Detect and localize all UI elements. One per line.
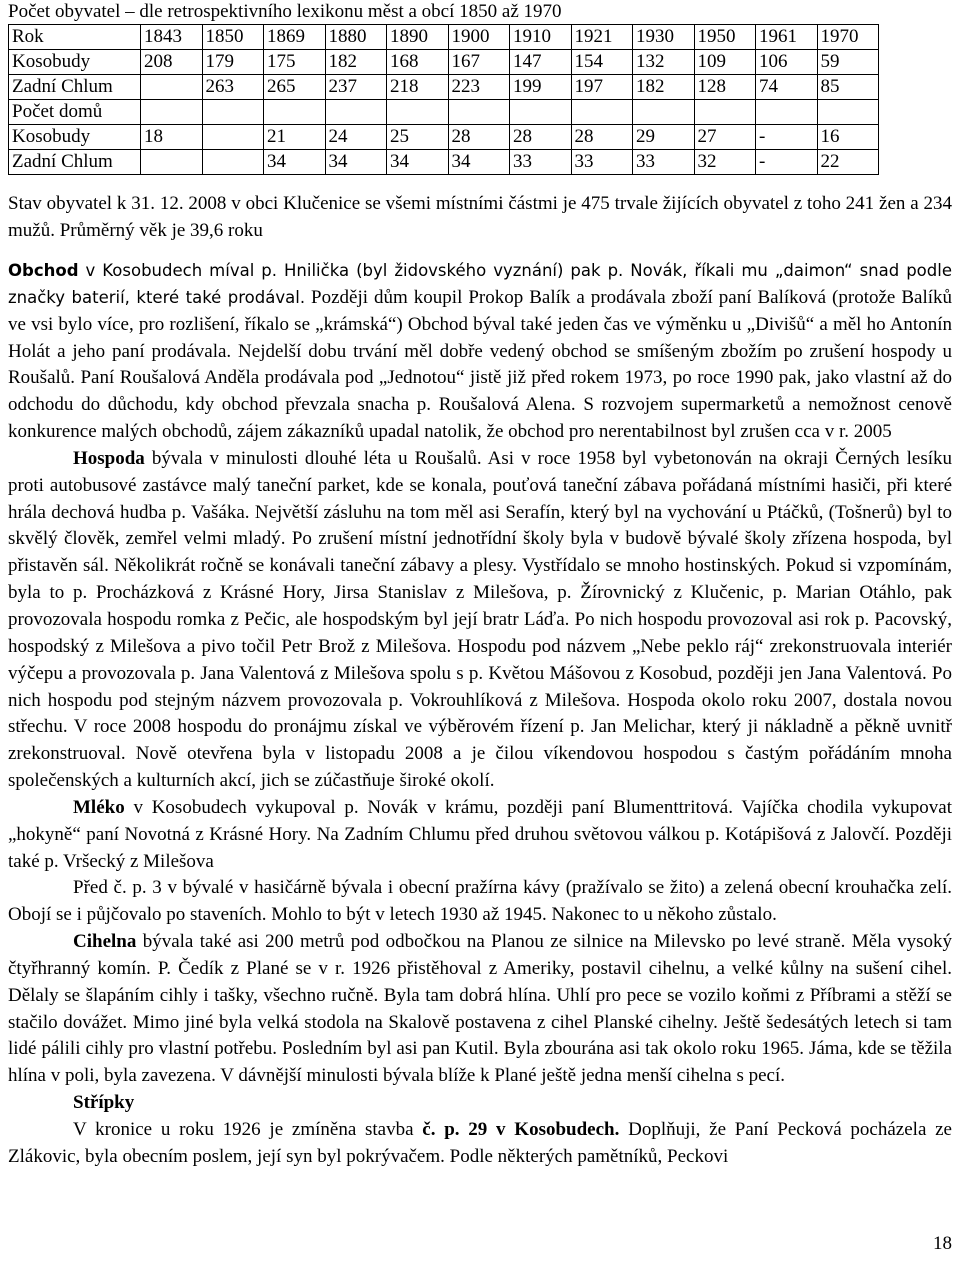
table-cell: 1970 <box>817 25 879 50</box>
table-cell: 197 <box>571 75 633 100</box>
table-cell: 208 <box>141 50 203 75</box>
table-cell <box>141 100 203 125</box>
table-cell: 179 <box>202 50 264 75</box>
table-cell: 1961 <box>756 25 818 50</box>
table-cell: 1890 <box>387 25 449 50</box>
row-label-cell: Zadní Chlum <box>9 150 141 175</box>
table-cell <box>202 125 264 150</box>
table-cell: 265 <box>264 75 326 100</box>
table-cell: 22 <box>817 150 879 175</box>
table-cell: 1869 <box>264 25 326 50</box>
table-row <box>9 50 879 75</box>
table-row <box>9 100 879 125</box>
shop-paragraph <box>8 258 952 446</box>
table-cell: 218 <box>387 75 449 100</box>
table-cell: 223 <box>448 75 510 100</box>
fragments-text-b: Doplňuji, že Paní Pecková pocházela ze Zlákovic, byla obecním poslem, její syn byl pokrývačem. Podle některých pamětníků, Peckovi <box>8 1119 952 1167</box>
table-cell: 1910 <box>510 25 572 50</box>
milk-heading: Mléko <box>73 796 125 818</box>
table-cell: 132 <box>633 50 695 75</box>
table-header-row <box>9 25 879 50</box>
table-cell: 34 <box>325 150 387 175</box>
table-cell: 109 <box>694 50 756 75</box>
table-cell <box>817 100 879 125</box>
table-cell: 175 <box>264 50 326 75</box>
row-label-cell: Kosobudy <box>9 50 141 75</box>
table-cell <box>448 100 510 125</box>
table-cell <box>202 150 264 175</box>
milk-text: v Kosobudech vykupoval p. Novák v krámu, později paní Blumenttritová. Vajíčka chodila vykupovat „hokyně“ paní Novotná z Krásné Hory. Na Zadním Chlumu před druhou světovou válkou p. Kotápišová z Jalovčí. Později také p. Vršecký z Milešova <box>8 796 952 872</box>
table-cell: 1900 <box>448 25 510 50</box>
brickworks-paragraph <box>8 929 952 1090</box>
population-table <box>8 24 879 175</box>
table-cell: 182 <box>633 75 695 100</box>
fire-station-paragraph: Před č. p. 3 v bývalé v hasičárně bývala i obecní pražírna kávy (pražívalo se žito) a zelená obecní krouhačka zelí. Obojí se i půjčovalo po staveních. Mohlo to být v letech 1930 až 1945. Nakonec to u někoho zůstalo. <box>8 877 952 926</box>
table-cell: 59 <box>817 50 879 75</box>
table-cell: - <box>756 150 818 175</box>
table-cell: 28 <box>571 125 633 150</box>
pub-paragraph <box>8 446 952 795</box>
table-cell: 29 <box>633 125 695 150</box>
table-row <box>9 150 879 175</box>
shop-text-1: v Kosobudech míval p. Hnilička (byl židovského vyznání) pak p. Novák, říkali mu „daimon“ snad podle značky baterií, které také prodával. <box>8 261 952 307</box>
fragments-text-bold: č. p. 29 v Kosobudech. <box>422 1119 620 1140</box>
table-cell: 167 <box>448 50 510 75</box>
table-cell: 168 <box>387 50 449 75</box>
brickworks-text: bývala také asi 200 metrů pod odbočkou na Planou ze silnice na Milevsko po levé straně. Měla vysoký čtyřhranný komín. P. Čedík z Plané se v r. 1926 přistěhoval z Ameriky, postavil cihelnu, a velké kůlny na sušení cihel. Dělaly se šlapáním cihly i tašky, všechno ručně. Byla tam dobrá hlína. Uhlí pro pece se vozilo koňmi z Příbrami a stěží se stačilo dovážet. Mimo jiné byla velká stodola na Skalově postavena z cihel Planské cihelny. Ještě šedesátých letech si tam lidé pálili cihly pro vlastní potřebu. Posledním byl asi pan Kutil. Byla zbourána asi tak okolo roku 1965. Jáma, kde se těžila hlína v poli, byla zavezena. V dávnější minulosti bývala blíže k Plané ještě jedna menší cihelna s pecí. <box>8 931 952 1087</box>
table-cell: 28 <box>510 125 572 150</box>
table-cell: 147 <box>510 50 572 75</box>
shop-text-2: Později dům koupil Prokop Balík a prodávala zboží paní Balíková (protože Balíků ve vsi bylo více, pro rozlišení, říkalo se „krámská“) Obchod býval také jeden čas ve výměnku u „Divišů“ a měl ho Antonín Holát a jeho paní prodávala. Nejdelší dobu trvání měl dobře vedený obchod se smíšeným zbožím po zrušení hospody u Roušalů. Paní Roušalová Anděla prodávala pod „Jednotou“ jistě již před rokem 1973, po roce 1990 pak, jako vlastní až do odchodu do důchodu, kdy obchod převzala snacha p. Roušalová Alena. S rozvojem supermarketů a nemožnost cenově konkurence malých obchodů, zájem zákazníků upadal natolik, že obchod pro nerentabilnost byl zrušen cca v r. 2005 <box>8 286 952 443</box>
table-cell: 28 <box>448 125 510 150</box>
table-cell <box>141 75 203 100</box>
table-cell <box>264 100 326 125</box>
table-row <box>9 125 879 150</box>
table-body <box>9 25 879 175</box>
table-cell: 128 <box>694 75 756 100</box>
table-cell: 34 <box>448 150 510 175</box>
table-cell: 27 <box>694 125 756 150</box>
table-cell: 33 <box>633 150 695 175</box>
table-cell: 182 <box>325 50 387 75</box>
table-cell: 34 <box>387 150 449 175</box>
fragments-text-a: V kronice u roku 1926 je zmíněna stavba <box>73 1119 423 1140</box>
table-cell <box>633 100 695 125</box>
table-cell: 106 <box>756 50 818 75</box>
table-cell: 1930 <box>633 25 695 50</box>
table-cell: 18 <box>141 125 203 150</box>
page-number: 18 <box>933 1233 952 1254</box>
table-cell: 33 <box>510 150 572 175</box>
table-cell: 24 <box>325 125 387 150</box>
table-cell: 21 <box>264 125 326 150</box>
table-cell: 263 <box>202 75 264 100</box>
table-cell: 33 <box>571 150 633 175</box>
row-label-cell: Zadní Chlum <box>9 75 141 100</box>
table-cell: 74 <box>756 75 818 100</box>
table-title: Počet obyvatel – dle retrospektivního lexikonu měst a obcí 1850 až 1970 <box>8 1 562 22</box>
table-cell <box>141 150 203 175</box>
article-body <box>8 258 952 1171</box>
table-cell: 237 <box>325 75 387 100</box>
table-cell: - <box>756 125 818 150</box>
table-cell: 32 <box>694 150 756 175</box>
pub-text: bývala v minulosti dlouhé léta u Roušalů. Asi v roce 1958 byl vybetonován na okraji Černých lesíku proti autobusové zastávce malý taneční parket, kde se konala, pouťová taneční zábava pořádaná místními hasiči, při které hrála dechová hudba p. Vašáka. Největší zásluhu na tom měl asi Serafín, který byl na vychování u Ptáčků, (Tošnerů) byl to skvělý člověk, zemřel velmi mladý. Po zrušení místní jednotřídní školy byla v budově bývalé školy zřízena hospoda, byl přistavěn sál. Několikrát ročně se konávali taneční zábavy a plesy. Vystřídalo se mnoho hostinských. Pokud si vzpomínám, byla to p. Procházková z Krásné Hory, Jirsa Stanislav z Milešova, p. Žírovnický z Klučenic, p. Marian Otáhlo, pak provozovala hospodu romka z Pečic, ale hospodským byl její bratr Láďa. Po nich hospodu provozoval asi rok p. Pacovský, hospodský z Milešova a pivo točil Petr Brož z Milešova. Hospodu pod názvem „Nebe peklo ráj“ zrekonstruovala interiér výčepu a provozovala p. Jana Valentová z Milešova spolu s p. Květou Mášovou z Kosobud, později jen Jana Valentová. Po nich hospodu pod stejným názvem provozovala p. Vokrouhlíková z Milešova. Hospoda okolo roku 2007, dostala novou střechu. V roce 2008 hospodu do pronájmu získal ve výběrovém řízení p. Jan Melichar, který ji nákladně a pěkně uvnitř zrekonstruoval. Nově otevřena byla v listopadu 2008 a je čilou víkendovou hospodou s častým pořádáním mnoha společenských a kulturních akcí, jich se zúčastňuje široké okolí. <box>8 447 952 792</box>
table-cell <box>694 100 756 125</box>
table-cell: 199 <box>510 75 572 100</box>
table-cell <box>756 100 818 125</box>
table-cell: 25 <box>387 125 449 150</box>
table-cell: 34 <box>264 150 326 175</box>
pub-heading: Hospoda <box>73 447 145 469</box>
table-cell <box>325 100 387 125</box>
fragments-heading: Střípky <box>73 1092 135 1114</box>
table-cell: 1850 <box>202 25 264 50</box>
table-cell: 1880 <box>325 25 387 50</box>
table-cell <box>571 100 633 125</box>
population-stats: Stav obyvatel k 31. 12. 2008 v obci Klučenice se všemi místními částmi je 475 trvale žijících obyvatel z toho 241 žen a 234 mužů. Průměrný věk je 39,6 roku <box>8 193 952 241</box>
document-page <box>8 0 952 1171</box>
table-cell: 1921 <box>571 25 633 50</box>
row-label-cell: Počet domů <box>9 100 141 125</box>
brickworks-heading: Cihelna <box>73 931 137 953</box>
shop-heading: Obchod <box>8 261 79 280</box>
table-cell: 1843 <box>141 25 203 50</box>
table-row <box>9 75 879 100</box>
fragments-heading-line <box>8 1090 952 1117</box>
row-label-cell: Rok <box>9 25 141 50</box>
table-cell: 154 <box>571 50 633 75</box>
table-cell: 85 <box>817 75 879 100</box>
table-cell <box>510 100 572 125</box>
table-cell: 1950 <box>694 25 756 50</box>
table-cell <box>387 100 449 125</box>
milk-paragraph <box>8 795 952 876</box>
table-cell: 16 <box>817 125 879 150</box>
row-label-cell: Kosobudy <box>9 125 141 150</box>
fragments-paragraph <box>8 1117 952 1171</box>
table-cell <box>202 100 264 125</box>
